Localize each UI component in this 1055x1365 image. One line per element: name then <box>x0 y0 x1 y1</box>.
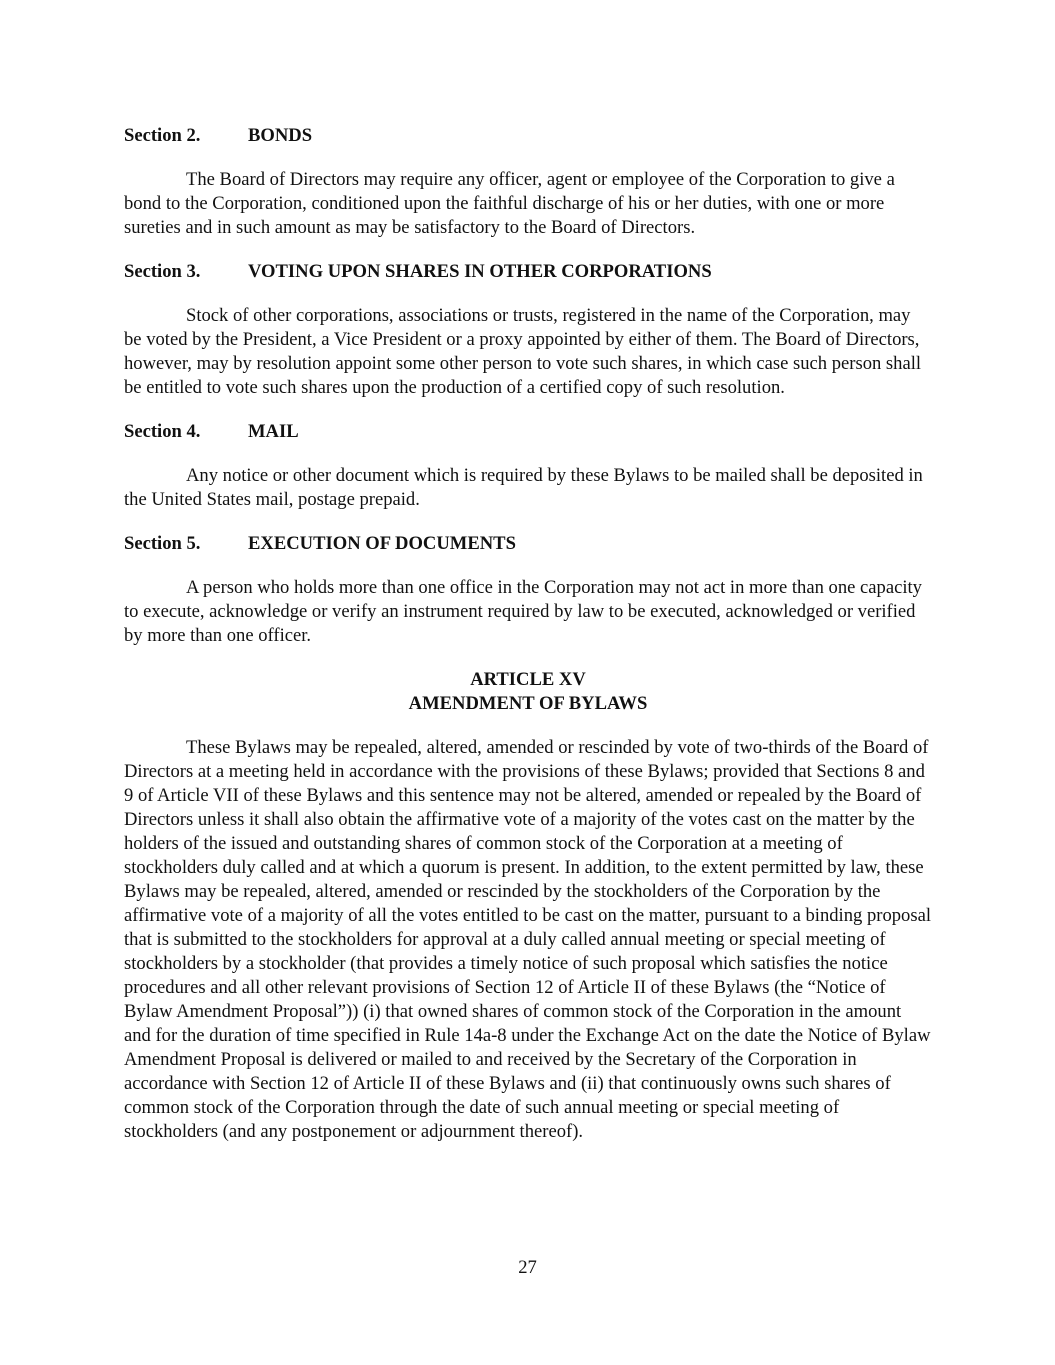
article-number: ARTICLE XV <box>470 669 586 690</box>
article-title: AMENDMENT OF BYLAWS <box>408 693 648 714</box>
section-body: A person who holds more than one office in the Corporation may not act in more than one capacity to execute, acknowledge or verify an instrument required by law to be executed, acknowledged or verified by more than one officer. <box>124 577 922 646</box>
section-heading <box>124 124 932 148</box>
section-body: Stock of other corporations, associations or trusts, registered in the name of the Corporation, may be voted by the President, a Vice President or a proxy appointed by either of them. The Board of Directors, however, may by resolution appoint some other person to vote such shares, in which case such person shall be entitled to vote such shares upon the production of a certified copy of such resolution. <box>124 305 922 398</box>
section-number: Section 2. <box>124 125 201 146</box>
document-page <box>124 124 932 1164</box>
section-heading <box>124 260 932 284</box>
section-title: EXECUTION OF DOCUMENTS <box>248 533 516 554</box>
section-number: Section 4. <box>124 421 201 442</box>
section-number: Section 5. <box>124 533 201 554</box>
section-title: MAIL <box>248 421 299 442</box>
section-number: Section 3. <box>124 261 201 282</box>
section-heading <box>124 420 932 444</box>
section-title: BONDS <box>248 125 313 146</box>
page-number: 27 <box>518 1257 537 1278</box>
section-title: VOTING UPON SHARES IN OTHER CORPORATIONS <box>248 261 712 282</box>
article-body: These Bylaws may be repealed, altered, amended or rescinded by vote of two-thirds of the Board of Directors at a meeting held in accordance with the provisions of these Bylaws; provided that Sections 8 and 9 of Article VII of these Bylaws and this sentence may not be altered, amended or repealed by the Board of Directors unless it shall also obtain the affirmative vote of a majority of the votes cast on the matter by the holders of the issued and outstanding shares of common stock of the Corporation at a meeting of stockholders duly called and at which a quorum is present. In addition, to the extent permitted by law, these Bylaws may be repealed, altered, amended or rescinded by the stockholders of the Corporation by the affirmative vote of a majority of all the votes entitled to be cast on the matter, pursuant to a binding proposal that is submitted to the stockholders for approval at a duly called annual meeting or special meeting of stockholders by a stockholder (that provides a timely notice of such proposal which satisfies the notice procedures and all other relevant provisions of Section 12 of Article II of these Bylaws (the “Notice of Bylaw Amendment Proposal”)) (i) that owned shares of common stock of the Corporation in the amount and for the duration of time specified in Rule 14a-8 under the Exchange Act on the date the Notice of Bylaw Amendment Proposal is delivered or mailed to and received by the Secretary of the Corporation in accordance with Section 12 of Article II of these Bylaws and (ii) that continuously owns such shares of common stock of the Corporation through the date of such annual meeting or special meeting of stockholders (and any postponement or adjournment thereof). <box>124 737 932 1142</box>
section-body: The Board of Directors may require any officer, agent or employee of the Corporation to give a bond to the Corporation, conditioned upon the faithful discharge of his or her duties, with one or more sureties and in such amount as may be satisfactory to the Board of Directors. <box>124 169 895 238</box>
section-heading <box>124 532 932 556</box>
section-body: Any notice or other document which is required by these Bylaws to be mailed shall be deposited in the United States mail, postage prepaid. <box>124 465 923 510</box>
article-heading <box>124 668 932 716</box>
